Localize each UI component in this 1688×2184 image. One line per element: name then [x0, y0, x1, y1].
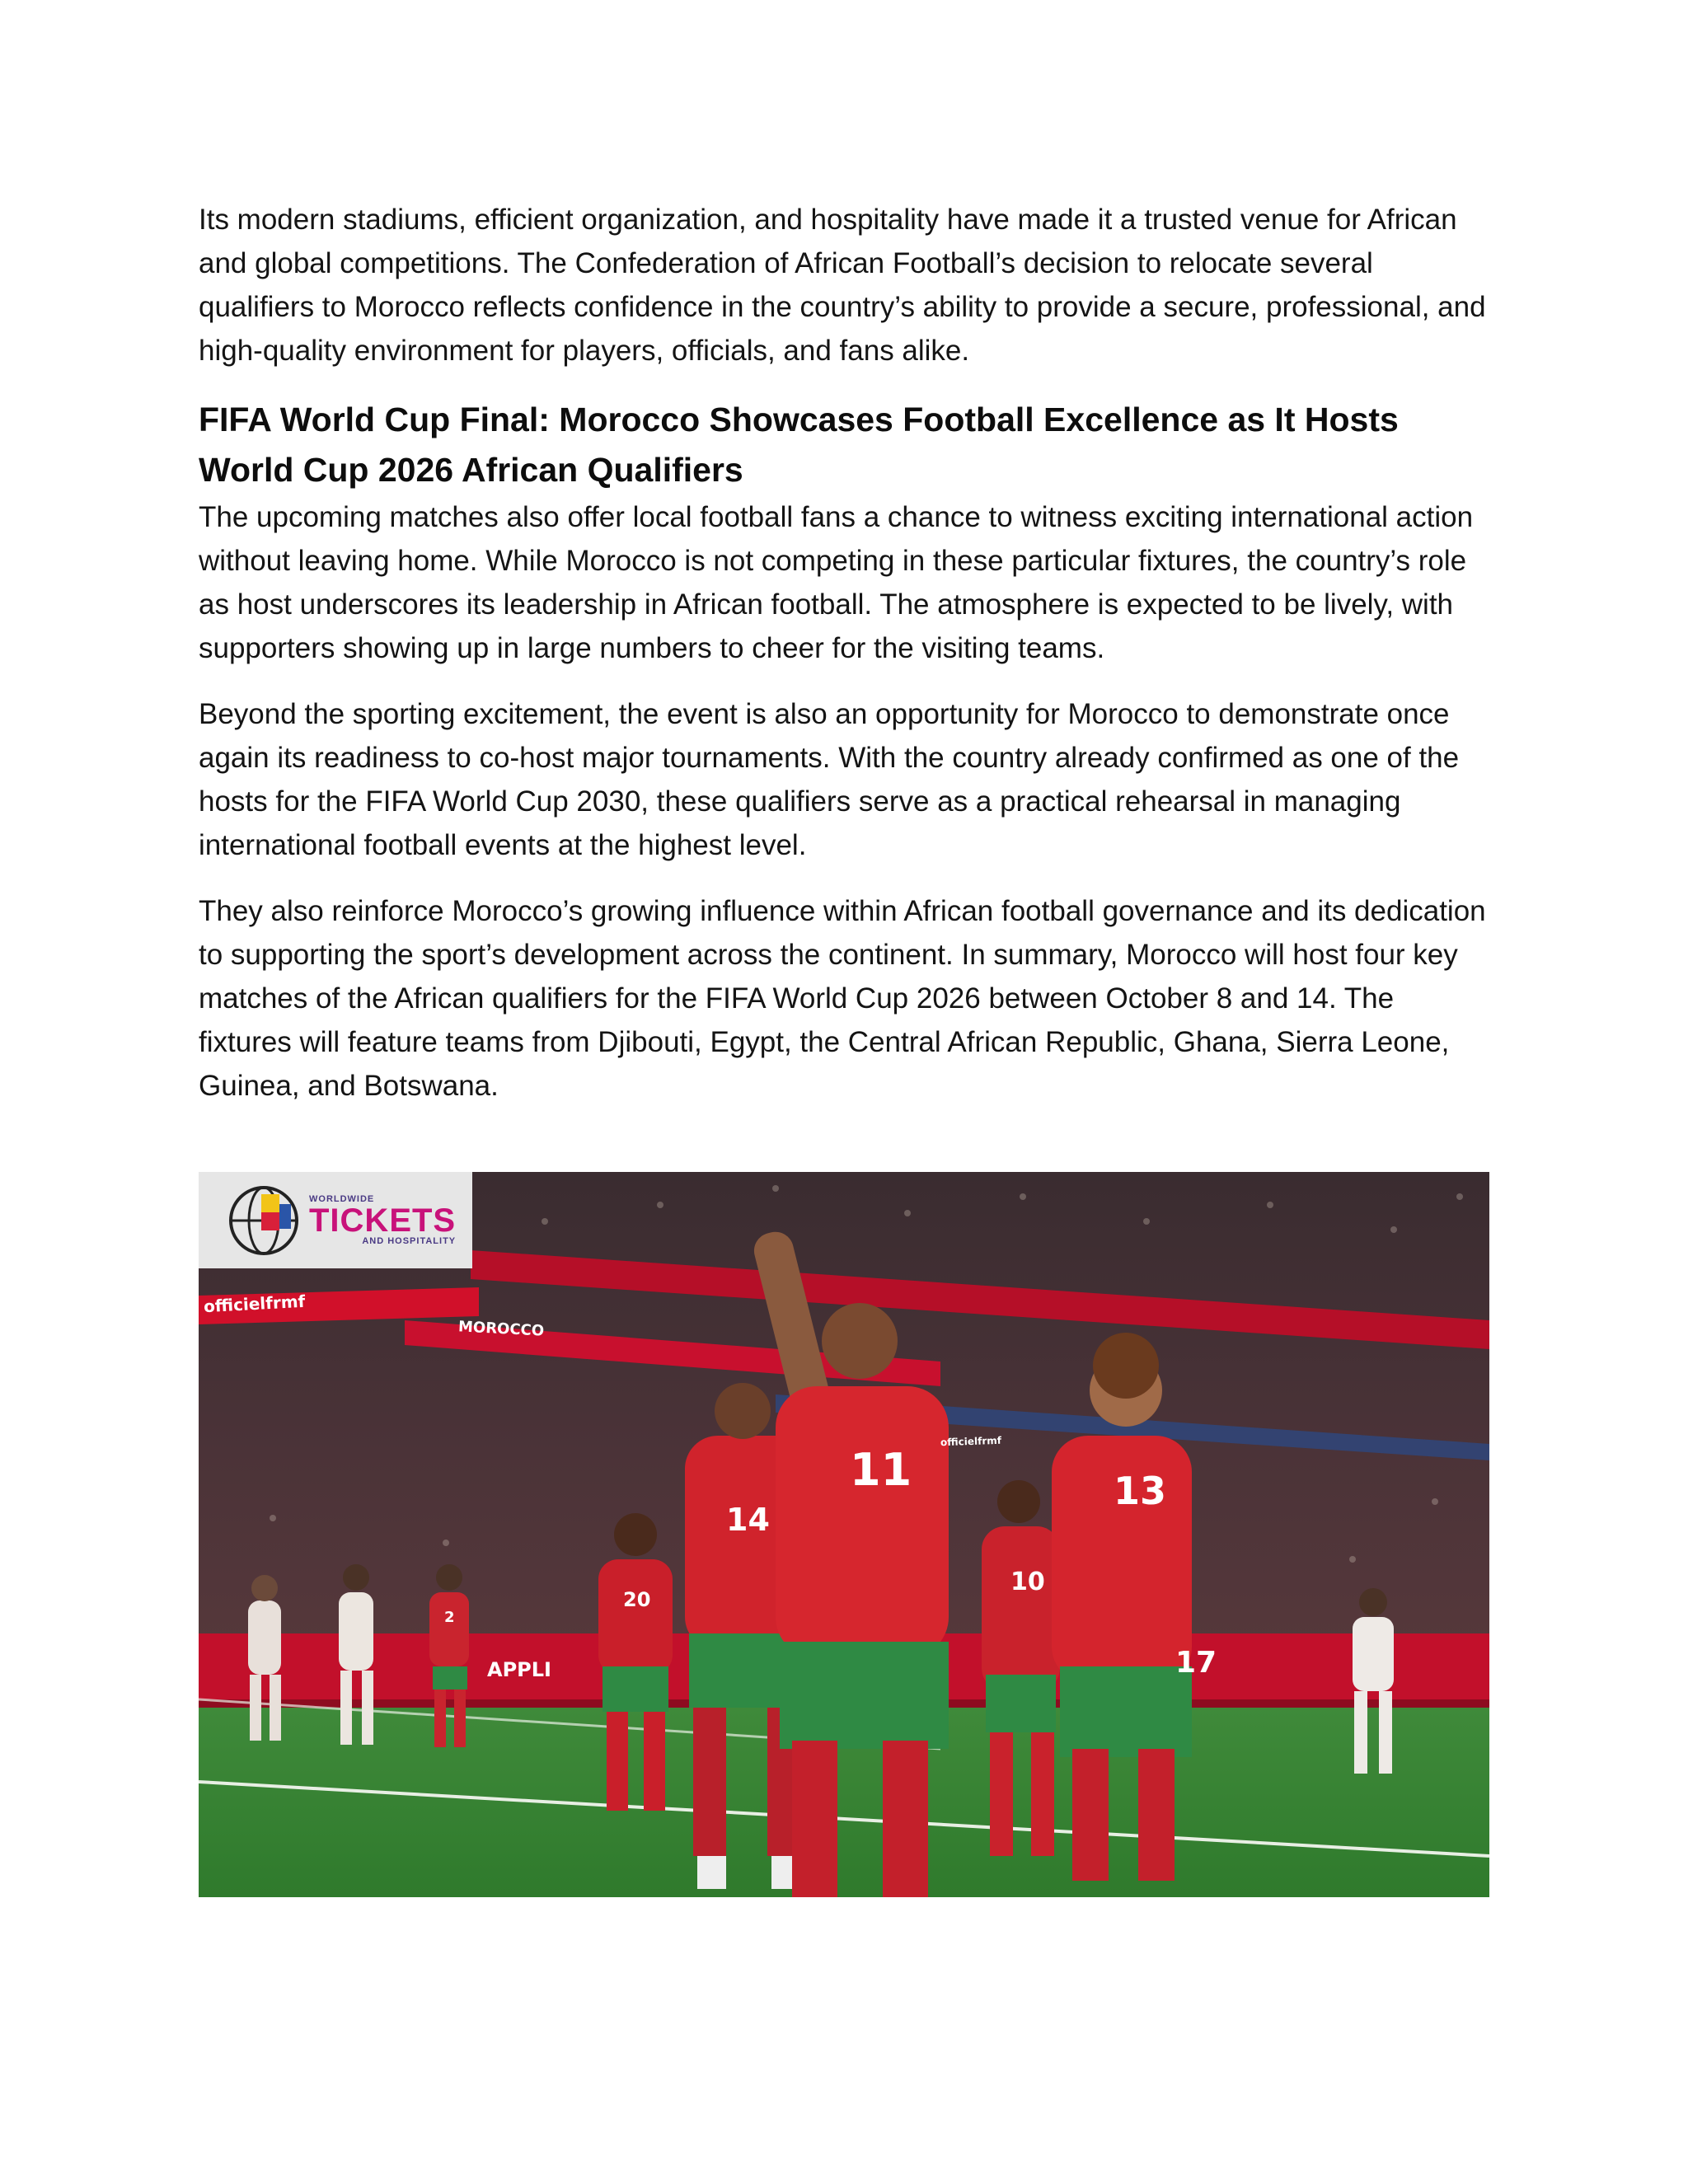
section-heading: FIFA World Cup Final: Morocco Showcases Football Excellence as It Hosts World Cup 2026 African Qualifiers: [199, 401, 1399, 489]
globe-icon: [218, 1179, 309, 1262]
paragraph-2: The upcoming matches also offer local football fans a chance to witness exciting international action without leaving home. While Morocco is not competing in these particular fixtures, the country’s role as host underscores its leadership in African football. The atmosphere is expected to be lively, with supporters showing up in large numbers to cheer for the visiting teams.: [199, 501, 1474, 664]
jersey-number-17: 17: [1175, 1646, 1217, 1680]
banner-morocco: MOROCCO: [457, 1318, 545, 1340]
jersey-number-20: 20: [623, 1588, 651, 1611]
worldwide-tickets-logo: [199, 1172, 472, 1268]
logo-line-2: TICKETS: [309, 1202, 457, 1239]
jersey-number-11: 11: [850, 1444, 912, 1496]
jersey-number-10: 10: [1010, 1568, 1045, 1596]
stadium-scene: [199, 1172, 1489, 1897]
logo-wordmark: [309, 1195, 456, 1246]
article-body: [199, 198, 1493, 1108]
logo-line-3: AND HOSPITALITY: [362, 1235, 457, 1246]
jersey-number-2: 2: [444, 1609, 455, 1626]
jersey-number-13: 13: [1114, 1469, 1167, 1513]
paragraph-3: Beyond the sporting excitement, the event is also an opportunity for Morocco to demonstrate once again its readiness to co-host major tournaments. With the country already confirmed as one of the hosts for the FIFA World Cup 2030, these qualifiers serve as a practical rehearsal in managing international football events at the highest level.: [199, 698, 1460, 861]
paragraph-4: They also reinforce Morocco’s growing influence within African football governance and its dedication to supporting the sport’s development across the continent. In summary, Morocco will host four key matches of the African qualifiers for the FIFA World Cup 2026 between October 8 and 14. The fixtures will feature teams from Djibouti, Egypt, the Central African Republic, Ghana, Sierra Leone, Guinea, and Botswana.: [199, 895, 1486, 1102]
article-photo: [199, 1172, 1489, 1897]
logo-line-1: WORLDWIDE: [309, 1193, 375, 1204]
paragraph-1: Its modern stadiums, efficient organization, and hospitality have made it a trusted venue for African and global competitions. The Confederation of African Football’s decision to relocate several qualifiers to Morocco reflects confidence in the country’s ability to provide a secure, professional, and high-quality environment for players, officials, and fans alike.: [199, 204, 1486, 367]
banner-officielfrmf: officielfrmf: [203, 1291, 306, 1317]
jersey-number-14: 14: [726, 1502, 770, 1538]
banner-officielfrmf-small: officielfrmf: [940, 1434, 1002, 1449]
banner-appli: APPLI: [487, 1658, 551, 1681]
